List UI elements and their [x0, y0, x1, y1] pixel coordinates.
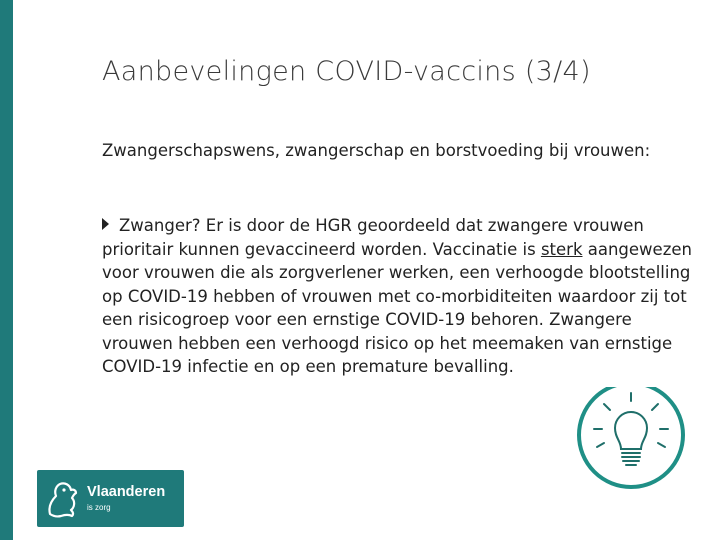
bullet-lead: Zwanger? Er is door de HGR geoordeeld dat zwangere vrouwen prioritair kunnen gevaccineerd worden.: [102, 216, 644, 259]
bullet-text-part-2: aangewezen voor vrouwen die als zorgverlener werken, een verhoogde blootstelling op COVID-19 hebben of vrouwen met co-morbiditeiten waardoor zij tot een risicogroep voor een ernstige COVID-19 behoren. Zwangere vrouwen hebben een verhoogd risico op het meemaken van ernstige COVID-19 infectie en op een premature bevalling.: [102, 239, 692, 376]
slide-subtitle: Zwangerschapswens, zwangerschap en borstvoeding bij vrouwen:: [102, 141, 651, 160]
left-accent-bar: [0, 0, 13, 540]
logo-tagline: is zorg: [87, 503, 111, 512]
underlined-word: sterk: [540, 239, 583, 259]
bullet-paragraph: [102, 214, 692, 379]
flemish-lion-icon: [43, 478, 81, 520]
bullet-text-part-1: Vaccinatie is: [432, 239, 541, 259]
vlaanderen-logo: [37, 470, 184, 527]
lightbulb-icon: [571, 387, 691, 497]
logo-name: Vlaanderen: [87, 484, 166, 500]
bullet-arrow-icon: [102, 218, 109, 230]
slide-title: Aanbevelingen COVID-vaccins (3/4): [102, 56, 591, 87]
